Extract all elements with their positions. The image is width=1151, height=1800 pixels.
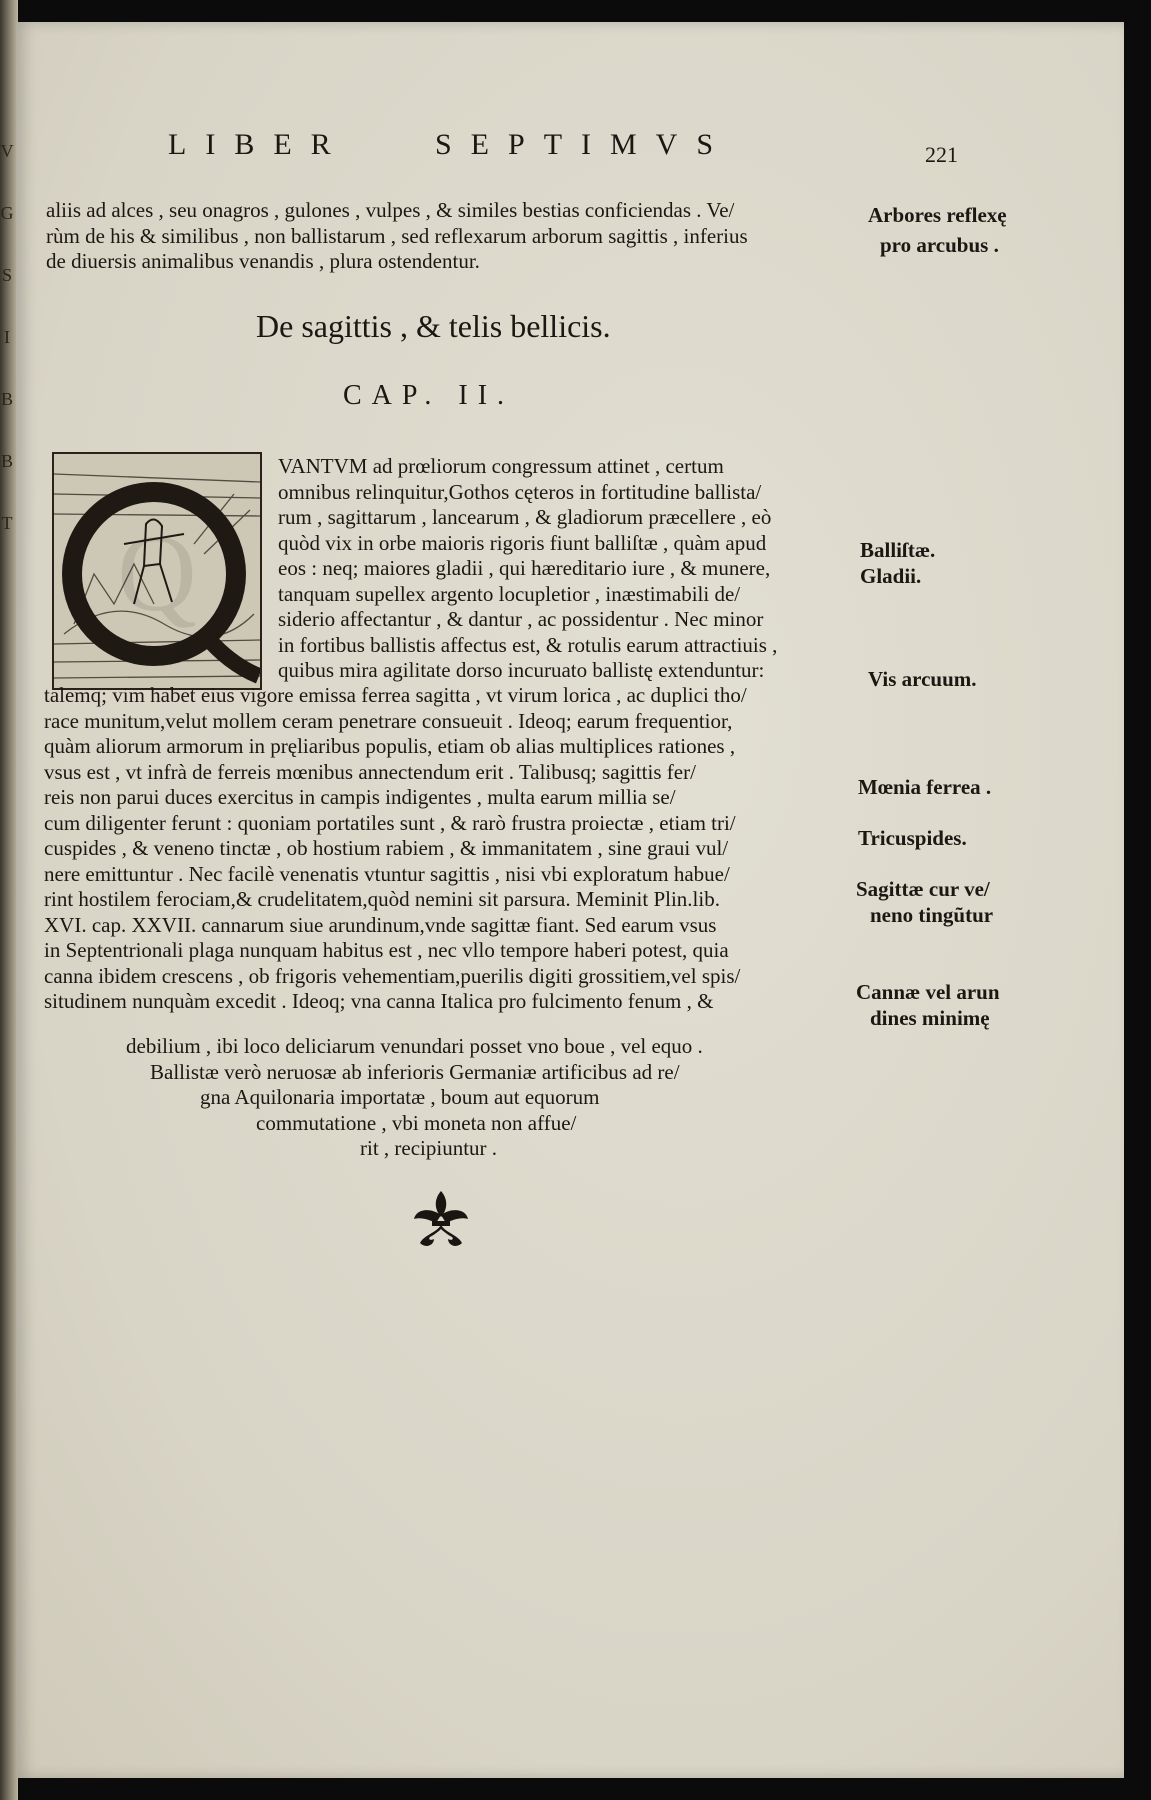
marginal-note-arbores (868, 200, 1007, 260)
text-line: reis non parui duces exercitus in campis indigentes , multa earum millia se/ (44, 785, 676, 809)
running-title-right: SEPTIMVS (435, 128, 733, 161)
running-title-left: LIBER (168, 128, 350, 161)
text-line: omnibus relinquitur,Gothos cęteros in fortitudine ballista/ (278, 479, 762, 504)
marginal-note-cannae (856, 980, 1000, 1031)
text-line: canna ibidem crescens , ob frigoris vehementiam,puerilis digiti grossitiem,vel spis/ (44, 963, 741, 988)
text-line: situdinem nunquàm excedit . Ideoq; vna canna Italica pro fulcimento fenum , & (44, 989, 714, 1013)
chapter-title: De sagittis , & telis bellicis. (256, 308, 611, 344)
text-line: race munitum,velut mollem ceram penetrare consueuit . Ideoq; earum frequentior, (44, 708, 733, 733)
marginal-note-vis-arcuum: Vis arcuum. (868, 667, 977, 691)
spine-letter: B (0, 451, 13, 471)
intro-paragraph (46, 198, 748, 275)
text-line: siderio affectantur , & dantur , ac possidentur . Nec minor (278, 607, 764, 631)
text-line: rùm de his & similibus , non ballistarum , sed reflexarum arborum sagittis , inferius (46, 223, 748, 248)
text-line: quòd vix in orbe maioris rigoris fiunt balliſtæ , quàm apud (278, 530, 767, 555)
woodcut-illustration (54, 454, 260, 688)
text-line: cuspides , & veneno tinctæ , ob hostium rabiem , & immanitatem , sine graui vul/ (44, 836, 729, 860)
spine-letter: T (1, 513, 13, 533)
text-line: rum , sagittarum , lancearum , & gladiorum præcellere , eò (278, 505, 772, 529)
marginal-line: Gladii. (860, 563, 922, 588)
text-line: nere emittuntur . Nec facilè venenatis vtuntur sagittis , nisi vbi exploratum habue/ (44, 861, 730, 886)
marginal-line: neno tingũtur (870, 902, 994, 927)
text-line: vsus est , vt infrà de ferreis mœnibus annectendum erit . Talibusq; sagittis fer/ (44, 759, 696, 784)
text-line: gna Aquilonaria importatæ , boum aut equorum (200, 1085, 600, 1109)
text-line: debilium , ibi loco deliciarum venundari posset vno boue , vel equo . (126, 1034, 703, 1058)
marginal-line: Cannæ vel arun (856, 980, 1000, 1004)
marginal-line: pro arcubus . (880, 233, 999, 257)
marginal-line: Sagittæ cur ve/ (856, 877, 990, 901)
text-line: aliis ad alces , seu onagros , gulones , vulpes , & similes bestias conficiendas . Ve/ (46, 198, 735, 222)
text-line: eos : neq; maiores gladii , qui hæreditario iure , & munere, (278, 556, 771, 580)
spine-letter: B (0, 389, 13, 409)
closing-paragraph (0, 1034, 1151, 1162)
text-line: in fortibus ballistis affectus est, & rotulis earum attractiuis , (278, 632, 778, 657)
spine-lettering (0, 120, 14, 554)
text-line: talemq; vim habet eius vigore emissa ferrea sagitta , vt virum lorica , ac duplici tho/ (44, 683, 747, 707)
marginal-note-ballistae (860, 538, 935, 589)
decorated-initial-q (52, 452, 262, 690)
text-line: tanquam supellex argento locupletior , inæstimabili de/ (278, 581, 741, 606)
text-line: cum diligenter ferunt : quoniam portatiles sunt , & rarò frustra proiectæ , etiam tri/ (44, 810, 736, 835)
page-number: 221 (925, 142, 958, 167)
chapter-body-full (44, 683, 747, 1015)
marginal-note-tricuspides: Tricuspides. (858, 826, 967, 850)
spine-letter: S (1, 265, 12, 285)
chapter-body-indented (278, 454, 777, 684)
spine-letter: V (0, 141, 14, 161)
text-line: in Septentrionali plaga nunquam habitus est , nec vllo tempore haberi potest, quia (44, 938, 729, 962)
marginal-note-moenia: Mœnia ferrea . (858, 775, 992, 799)
text-line: de diuersis animalibus venandis , plura ostendentur. (46, 249, 480, 273)
text-line: commutatione , vbi moneta non affue/ (256, 1110, 577, 1135)
marginal-note-sagittae (856, 877, 993, 928)
text-line: rint hostilem ferociam,& crudelitatem,quòd nemini sit parsura. Meminit Plin.lib. (44, 887, 720, 911)
text-line: rit , recipiuntur . (360, 1136, 498, 1160)
text-line: quibus mira agilitate dorso incuruato ballistę extenduntur: (278, 658, 765, 682)
text-line: Ballistæ verò neruosæ ab inferioris Germaniæ artificibus ad re/ (150, 1059, 680, 1084)
spine-letter: G (0, 203, 14, 223)
marginal-line: Balliſtæ. (860, 538, 936, 562)
marginal-line: dines minimę (870, 1005, 990, 1030)
text-line: VANTVM ad prœliorum congressum attinet , certum (278, 454, 724, 478)
text-line: XVI. cap. XXVII. cannarum siue arundinum,vnde sagittæ fiant. Sed earum vsus (44, 912, 717, 937)
fleuron-ornament-icon (410, 1185, 472, 1251)
drop-cap-letter: Q (117, 512, 197, 634)
text-line: quàm aliorum armorum in pręliaribus populis, etiam ob alias multiplices rationes , (44, 734, 736, 758)
spine-letter: I (4, 327, 10, 347)
marginal-line: Arbores reflexę (868, 203, 1007, 227)
chapter-number: CAP. II. (343, 380, 515, 411)
